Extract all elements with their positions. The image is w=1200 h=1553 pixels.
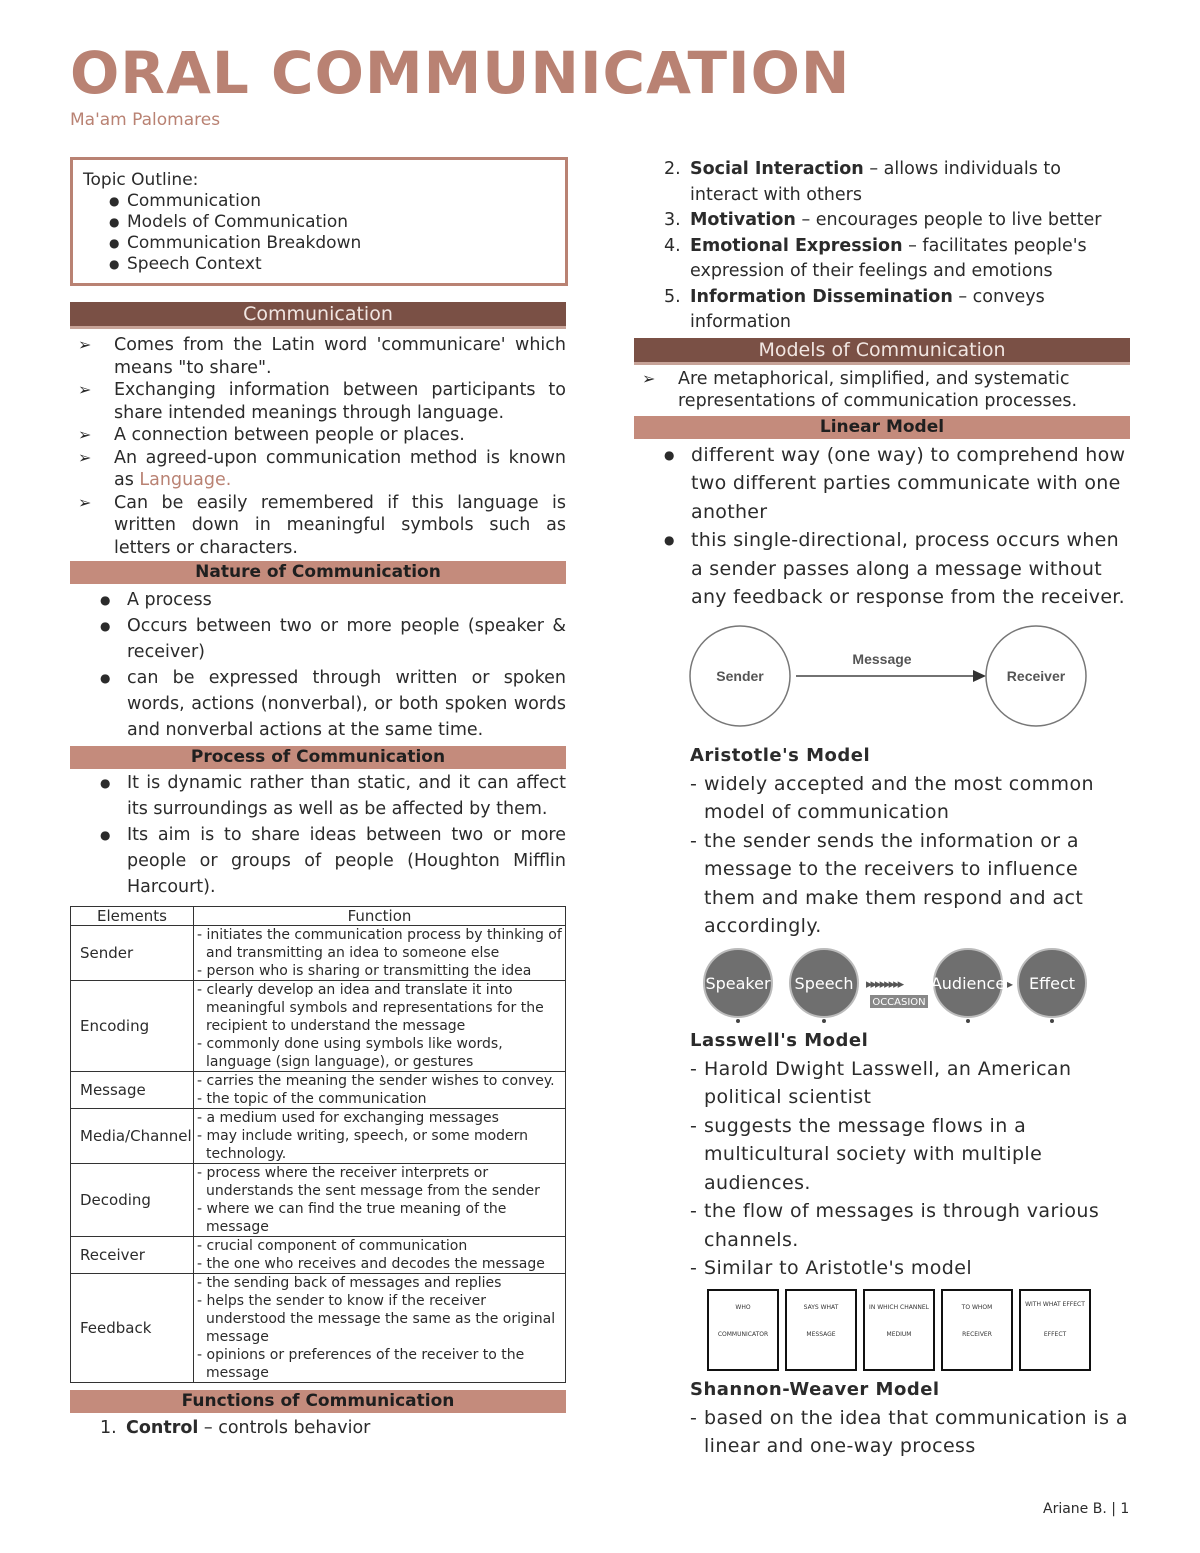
lasswell-box bbox=[1020, 1290, 1090, 1370]
aristotle-diagram bbox=[702, 945, 1102, 1027]
communication-point: ➢ Can be easily remembered if this language is written down in meaningful symbols such as letters or characters. bbox=[70, 492, 566, 560]
table-row bbox=[71, 1109, 566, 1164]
lasswell-box-bottom: COMMUNICATOR bbox=[717, 1330, 769, 1338]
message-label: Message bbox=[852, 650, 912, 667]
table-row bbox=[71, 926, 566, 981]
lasswell-diagram bbox=[704, 1286, 1094, 1376]
models-point: ➢ Are metaphorical, simplified, and systematic representations of communication processes. bbox=[634, 368, 1130, 413]
function-term: Emotional Expression bbox=[690, 235, 903, 256]
table-header-row bbox=[71, 907, 566, 926]
function-desc: – controls behavior bbox=[198, 1418, 371, 1438]
table-row bbox=[71, 1164, 566, 1237]
element-function bbox=[194, 981, 566, 1072]
models-heading: Models of Communication bbox=[634, 338, 1130, 365]
linear-model-heading: Linear Model bbox=[634, 416, 1130, 439]
table-header-elements: Elements bbox=[71, 907, 194, 926]
function-line: - clearly develop an idea and translate it into meaningful symbols and representations for the recipient to understand the message bbox=[197, 982, 544, 1034]
function-term: Social Interaction bbox=[690, 159, 864, 179]
functions-heading: Functions of Communication bbox=[70, 1390, 566, 1413]
function-line: - opinions or preferences of the receiver to the message bbox=[197, 1347, 525, 1381]
functions-list-part2 bbox=[634, 157, 1130, 336]
lasswell-box-top: WHO bbox=[735, 1303, 751, 1311]
function-term: Motivation bbox=[690, 210, 796, 230]
function-item bbox=[70, 1416, 566, 1442]
receiver-label: Receiver bbox=[1006, 667, 1066, 684]
language-term: Language. bbox=[139, 470, 232, 490]
left-column bbox=[70, 157, 566, 1442]
function-item bbox=[634, 208, 1130, 234]
communication-point: ➢ Exchanging information between participants to share intended meanings through language. bbox=[70, 379, 566, 424]
process-item: ● It is dynamic rather than static, and it can affect its surroundings as well as be affected by them. bbox=[70, 770, 566, 822]
function-number: 1. bbox=[100, 1418, 117, 1438]
element-name: Decoding bbox=[71, 1164, 194, 1237]
table-row bbox=[71, 981, 566, 1072]
flow-arrows-icon: ▸▸▸▸▸▸▸▸ bbox=[866, 976, 903, 992]
communication-point bbox=[70, 447, 566, 492]
table-header-function: Function bbox=[194, 907, 566, 926]
nature-item: ● can be expressed through written or spoken words, actions (nonverbal), or both spoken words and nonverbal actions at the same time. bbox=[70, 665, 566, 743]
shannon-weaver-item: - based on the idea that communication is a linear and one-way process bbox=[634, 1404, 1130, 1461]
element-function bbox=[194, 1237, 566, 1274]
lasswell-box bbox=[708, 1290, 778, 1370]
outline-list bbox=[83, 191, 555, 275]
lasswell-box-bottom: MEDIUM bbox=[886, 1330, 912, 1338]
shannon-weaver-heading: Shannon-Weaver Model bbox=[690, 1378, 940, 1400]
lasswell-box bbox=[864, 1290, 934, 1370]
lasswell-box-top: TO WHOM bbox=[961, 1303, 993, 1311]
function-line: - the topic of the communication bbox=[197, 1091, 427, 1107]
function-desc: – allows individuals to interact with others bbox=[690, 159, 1061, 205]
function-line: - crucial component of communication bbox=[197, 1238, 468, 1254]
function-line: - carries the meaning the sender wishes to convey. bbox=[197, 1073, 555, 1089]
dot-marker bbox=[966, 1019, 970, 1023]
element-name: Media/Channel bbox=[71, 1109, 194, 1164]
speaker-label: Speaker bbox=[705, 973, 771, 993]
outline-item: ● Speech Context bbox=[109, 254, 555, 275]
lasswell-box-bottom: RECEIVER bbox=[962, 1330, 992, 1338]
nature-heading: Nature of Communication bbox=[70, 561, 566, 584]
arrow-head-icon bbox=[973, 670, 986, 682]
function-desc: – facilitates people's expression of their feelings and emotions bbox=[690, 235, 1087, 281]
nature-list bbox=[70, 587, 566, 743]
outline-item: ● Communication bbox=[109, 191, 555, 212]
lasswell-list bbox=[634, 1055, 1130, 1283]
dot-marker bbox=[736, 1019, 740, 1023]
process-heading: Process of Communication bbox=[70, 746, 566, 769]
dot-marker bbox=[822, 1019, 826, 1023]
element-function bbox=[194, 1164, 566, 1237]
function-line: - the sending back of messages and replies bbox=[197, 1275, 502, 1291]
element-name: Receiver bbox=[71, 1237, 194, 1274]
function-desc: – conveys information bbox=[690, 286, 1045, 332]
elements-table bbox=[70, 906, 566, 1383]
lasswell-box bbox=[942, 1290, 1012, 1370]
outline-item: ● Models of Communication bbox=[109, 212, 555, 233]
linear-item: ● different way (one way) to comprehend how two different parties communicate with one another bbox=[634, 441, 1130, 527]
aristotle-item: - the sender sends the information or a message to the receivers to influence them and make them respond and act accordingly. bbox=[634, 827, 1130, 941]
table-row bbox=[71, 1274, 566, 1383]
function-line: - where we can find the true meaning of the message bbox=[197, 1201, 507, 1235]
lasswell-box-top: IN WHICH CHANNEL bbox=[869, 1303, 929, 1311]
function-desc: – encourages people to live better bbox=[795, 210, 1102, 230]
element-name: Sender bbox=[71, 926, 194, 981]
lasswell-item: - suggests the message flows in a multicultural society with multiple audiences. bbox=[634, 1112, 1130, 1198]
function-number: 4. bbox=[664, 235, 681, 256]
communication-point: ➢ Comes from the Latin word 'communicare' which means "to share". bbox=[70, 334, 566, 379]
element-function bbox=[194, 926, 566, 981]
page-title: ORAL COMMUNICATION bbox=[70, 39, 851, 107]
communication-points bbox=[70, 334, 566, 559]
function-item bbox=[634, 234, 1130, 285]
outline-item: ● Communication Breakdown bbox=[109, 233, 555, 254]
aristotle-heading: Aristotle's Model bbox=[690, 744, 871, 766]
function-line: - commonly done using symbols like words, language (sign language), or gestures bbox=[197, 1036, 503, 1070]
linear-item: ● this single-directional, process occurs when a sender passes along a message without any feedback or response from the receiver. bbox=[634, 526, 1130, 612]
process-list bbox=[70, 770, 566, 900]
table-row bbox=[71, 1072, 566, 1109]
aristotle-list bbox=[634, 770, 1130, 941]
communication-point-text: An agreed-upon communication method is known as bbox=[114, 447, 566, 490]
sender-label: Sender bbox=[716, 667, 764, 684]
element-function bbox=[194, 1109, 566, 1164]
function-line: - a medium used for exchanging messages bbox=[197, 1110, 499, 1126]
lasswell-item: - Harold Dwight Lasswell, an American political scientist bbox=[634, 1055, 1130, 1112]
element-name: Message bbox=[71, 1072, 194, 1109]
effect-label: Effect bbox=[1028, 973, 1076, 993]
function-line: - helps the sender to know if the receiver understood the message the same as the original message bbox=[197, 1293, 556, 1345]
models-points bbox=[634, 368, 1130, 413]
lasswell-box-top: SAYS WHAT bbox=[803, 1303, 839, 1311]
shannon-weaver-list bbox=[634, 1404, 1130, 1461]
aristotle-item: - widely accepted and the most common model of communication bbox=[634, 770, 1130, 827]
lasswell-box-bottom: EFFECT bbox=[1043, 1330, 1067, 1338]
element-name: Encoding bbox=[71, 981, 194, 1072]
function-number: 2. bbox=[664, 159, 681, 179]
page-footer: Ariane B. | 1 bbox=[1043, 1501, 1130, 1517]
function-line: - the one who receives and decodes the message bbox=[197, 1256, 545, 1272]
topic-outline-box bbox=[70, 157, 568, 286]
occasion-label: OCCASION bbox=[872, 996, 926, 1008]
lasswell-box-bottom: MESSAGE bbox=[806, 1330, 836, 1338]
function-number: 5. bbox=[664, 286, 681, 307]
linear-model-diagram bbox=[688, 614, 1098, 742]
nature-item: ● A process bbox=[70, 587, 566, 613]
function-number: 3. bbox=[664, 210, 681, 230]
lasswell-heading: Lasswell's Model bbox=[690, 1029, 869, 1051]
lasswell-box-top: WITH WHAT EFFECT bbox=[1025, 1300, 1085, 1308]
lasswell-box bbox=[786, 1290, 856, 1370]
linear-model-list bbox=[634, 441, 1130, 612]
communication-point: ➢ A connection between people or places. bbox=[70, 424, 566, 447]
function-item bbox=[634, 157, 1130, 208]
right-column bbox=[634, 157, 1130, 1461]
function-term: Information Dissemination bbox=[690, 286, 953, 307]
communication-heading: Communication bbox=[70, 302, 566, 329]
lasswell-item: - Similar to Aristotle's model bbox=[634, 1254, 1130, 1283]
page-subtitle: Ma'am Palomares bbox=[70, 110, 221, 130]
outline-label: Topic Outline: bbox=[83, 170, 199, 190]
functions-list-part1 bbox=[70, 1416, 566, 1442]
element-function bbox=[194, 1274, 566, 1383]
element-name: Feedback bbox=[71, 1274, 194, 1383]
function-line: - may include writing, speech, or some modern technology. bbox=[197, 1128, 529, 1162]
function-term: Control bbox=[126, 1418, 199, 1438]
table-row bbox=[71, 1237, 566, 1274]
audience-label: Audience bbox=[930, 973, 1006, 993]
lasswell-item: - the flow of messages is through various channels. bbox=[634, 1197, 1130, 1254]
process-item: ● Its aim is to share ideas between two or more people or groups of people (Houghton Mifflin Harcourt). bbox=[70, 822, 566, 900]
flow-arrow-icon: ▸ bbox=[1007, 976, 1014, 991]
dot-marker bbox=[1050, 1019, 1054, 1023]
nature-item: ● Occurs between two or more people (speaker & receiver) bbox=[70, 613, 566, 665]
function-item bbox=[634, 285, 1130, 336]
function-line: - process where the receiver interprets or understands the sent message from the sender bbox=[197, 1165, 540, 1199]
speech-label: Speech bbox=[794, 973, 854, 993]
function-line: - initiates the communication process by thinking of and transmitting an idea to someone else bbox=[197, 927, 562, 961]
function-line: - person who is sharing or transmitting the idea bbox=[197, 963, 532, 979]
element-function bbox=[194, 1072, 566, 1109]
